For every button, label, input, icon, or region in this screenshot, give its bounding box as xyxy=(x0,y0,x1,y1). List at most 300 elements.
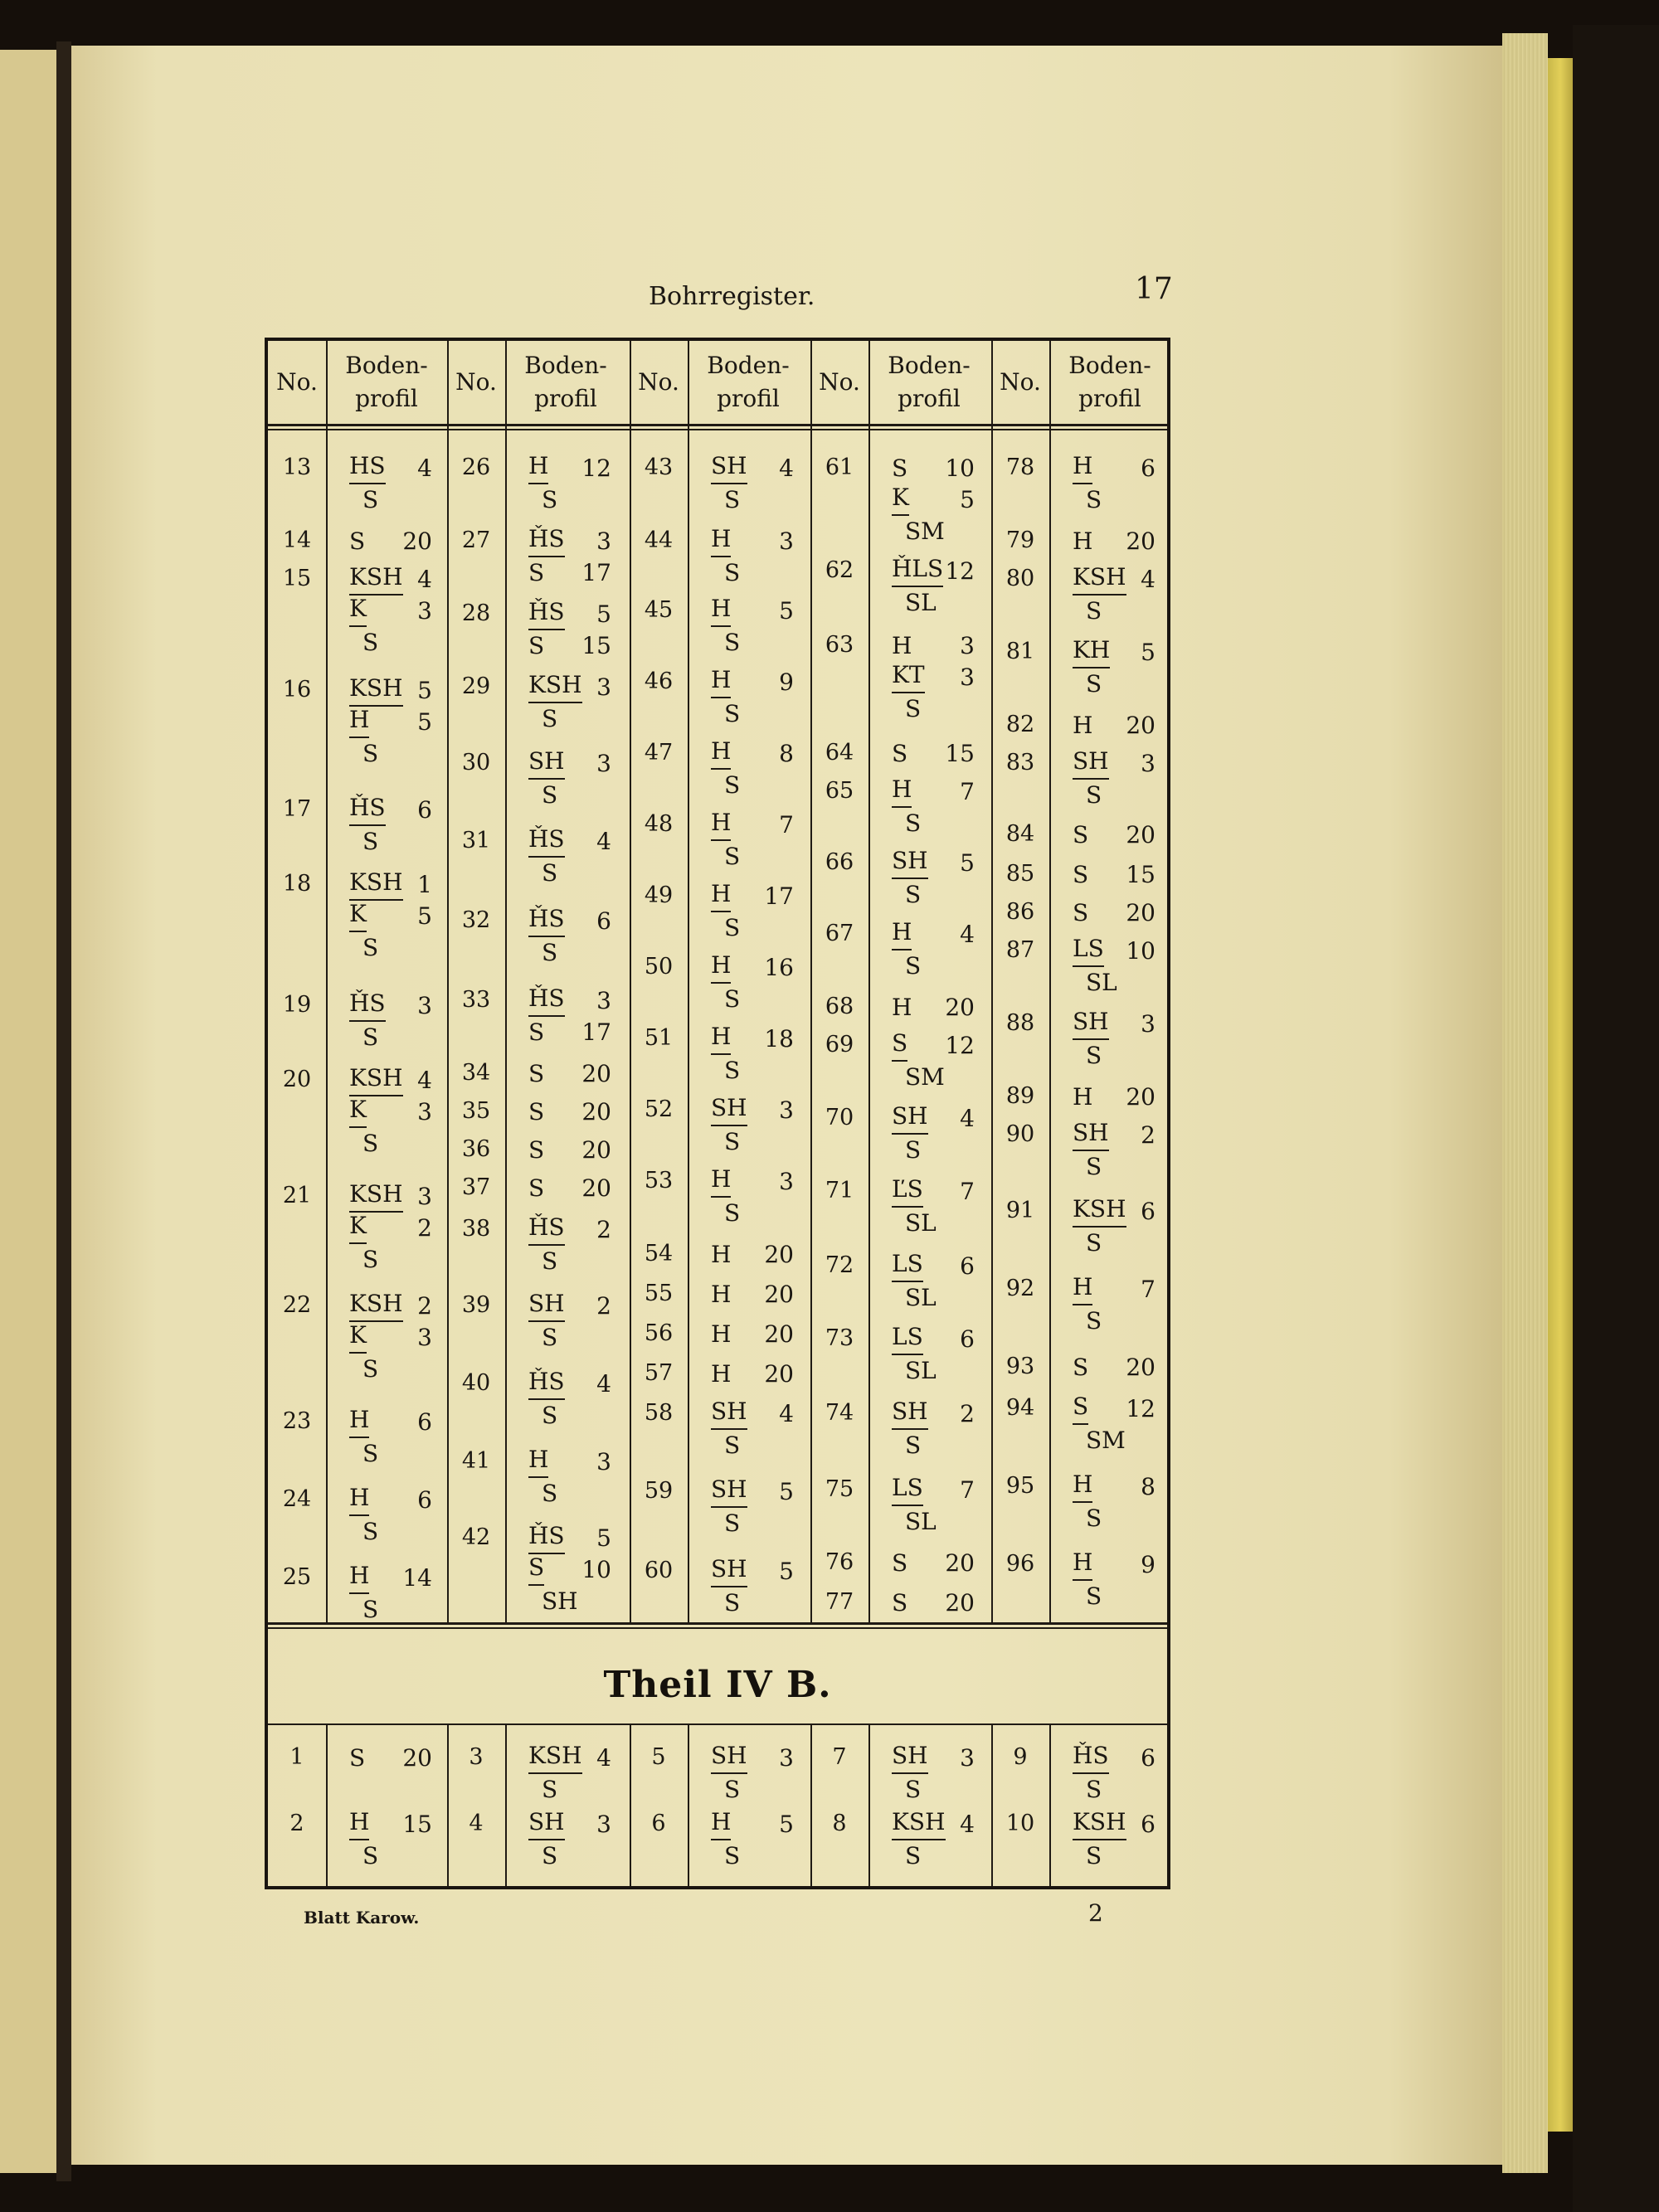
profil-line xyxy=(349,1743,432,1774)
soil-symbol: H xyxy=(349,707,369,738)
entry-number: 76 xyxy=(825,1549,854,1575)
soil-symbol: S xyxy=(892,1549,908,1577)
profil-line xyxy=(892,1587,975,1619)
layer-depth: 3 xyxy=(1141,750,1155,777)
layer-depth: 7 xyxy=(1141,1276,1155,1303)
layer-depth: 6 xyxy=(1141,1198,1155,1225)
bodenprofil-formula xyxy=(528,1135,611,1166)
soil-symbol: S xyxy=(528,632,545,659)
soil-symbol: ȞS xyxy=(349,990,386,1022)
entry-number: 26 xyxy=(461,455,491,480)
profil-line xyxy=(892,1475,975,1506)
soil-symbol: ȞS xyxy=(528,906,565,937)
entry-number: 66 xyxy=(825,849,854,875)
page-number: 17 xyxy=(1135,272,1173,306)
profil-line xyxy=(1073,1305,1155,1337)
layer-depth: 7 xyxy=(779,811,794,839)
layer-depth: 20 xyxy=(1126,821,1155,848)
profil-line xyxy=(892,992,975,1023)
soil-symbol: ȞS xyxy=(1073,1743,1109,1774)
entry-number: 81 xyxy=(1005,639,1035,664)
layer-depth: 3 xyxy=(596,750,611,777)
entry-number: 82 xyxy=(1005,712,1035,737)
soil-symbol: H xyxy=(1073,1549,1092,1581)
profil-line xyxy=(711,1095,794,1126)
soil-symbol: SH xyxy=(1073,1120,1109,1151)
profil-line xyxy=(1073,668,1155,700)
soil-symbol: S xyxy=(362,934,379,961)
bodenprofil-formula xyxy=(528,748,611,811)
bodenprofil-formula xyxy=(711,881,794,944)
profil-line xyxy=(349,1594,432,1626)
entry-number: 84 xyxy=(1005,821,1035,847)
profil-line xyxy=(711,1587,794,1619)
soil-symbol: H xyxy=(711,526,731,557)
bodenprofil-formula xyxy=(528,672,611,735)
profil-line xyxy=(711,667,794,698)
bodenprofil-formula xyxy=(1073,1809,1155,1872)
bodenprofil-formula xyxy=(711,1809,794,1872)
bodenprofil-formula xyxy=(711,1319,794,1350)
profil-line xyxy=(1073,1581,1155,1612)
entry-number: 3 xyxy=(469,1744,484,1770)
soil-symbol: S xyxy=(724,771,741,799)
entry-number: 2 xyxy=(289,1811,304,1836)
profil-line xyxy=(1073,1425,1155,1456)
soil-symbol: H xyxy=(711,809,731,841)
soil-symbol: H xyxy=(1073,712,1093,739)
soil-symbol: H xyxy=(349,1809,369,1840)
header-rule-2 xyxy=(268,429,1167,430)
soil-symbol: LS xyxy=(892,1475,923,1506)
entry-number: 62 xyxy=(825,557,854,583)
entry-number: 20 xyxy=(282,1067,312,1092)
entry-number: 61 xyxy=(825,455,854,480)
entry-number: 63 xyxy=(825,632,854,658)
soil-symbol: H xyxy=(711,1809,731,1840)
profil-line xyxy=(1073,967,1155,999)
bodenprofil-formula xyxy=(1073,1549,1155,1612)
bodenprofil-formula xyxy=(1073,1196,1155,1259)
soil-symbol: S xyxy=(905,1136,922,1164)
layer-depth: 5 xyxy=(779,1558,794,1585)
soil-symbol: S xyxy=(362,740,379,767)
layer-depth: 20 xyxy=(402,527,432,555)
entry-number: 64 xyxy=(825,740,854,766)
soil-symbol: ĽS xyxy=(892,1176,923,1208)
layer-depth: 20 xyxy=(581,1136,611,1164)
soil-symbol: S xyxy=(542,1247,558,1275)
profil-line xyxy=(349,901,432,932)
bodenprofil-formula xyxy=(349,675,432,770)
profil-line xyxy=(711,952,794,984)
profil-line xyxy=(528,1214,611,1246)
profil-line xyxy=(711,984,794,1015)
soil-symbol: S xyxy=(724,1589,741,1616)
header-rule xyxy=(268,424,1167,426)
entry-number: 28 xyxy=(461,600,491,626)
soil-symbol: H xyxy=(349,1407,369,1438)
profil-line xyxy=(892,630,975,662)
entry-number: 94 xyxy=(1005,1395,1035,1421)
soil-symbol: S xyxy=(362,1518,379,1545)
layer-depth: 3 xyxy=(596,527,611,555)
profil-line xyxy=(528,1246,611,1277)
soil-symbol: ȞS xyxy=(528,599,565,630)
entry-number: 70 xyxy=(825,1105,854,1130)
profil-line xyxy=(528,1478,611,1510)
profil-line xyxy=(349,1291,432,1322)
profil-line xyxy=(349,1181,432,1213)
entry-number: 51 xyxy=(644,1025,674,1051)
soil-symbol: S xyxy=(542,1842,558,1869)
profil-line xyxy=(528,1400,611,1432)
profil-line xyxy=(349,675,432,707)
bodenprofil-formula xyxy=(711,1279,794,1310)
layer-depth: 8 xyxy=(779,740,794,767)
soil-symbol: H xyxy=(892,632,912,659)
bodenprofil-formula xyxy=(528,453,611,516)
profil-line xyxy=(711,912,794,944)
entry-number: 69 xyxy=(825,1032,854,1057)
profil-line xyxy=(349,826,432,858)
profil-line xyxy=(349,1485,432,1516)
bodenprofil-formula xyxy=(892,630,975,725)
profil-line xyxy=(1073,897,1155,929)
layer-depth: 4 xyxy=(960,1105,975,1132)
entry-number: 59 xyxy=(644,1478,674,1504)
layer-depth: 20 xyxy=(764,1360,794,1388)
profil-line xyxy=(349,1096,432,1128)
layer-depth: 5 xyxy=(417,902,432,930)
profil-line xyxy=(892,919,975,950)
soil-symbol: S xyxy=(1073,821,1089,848)
profil-line xyxy=(892,1430,975,1461)
layer-depth: 6 xyxy=(960,1325,975,1353)
soil-symbol: S xyxy=(892,455,908,482)
entry-number: 83 xyxy=(1005,750,1035,775)
soil-symbol: S xyxy=(724,1510,741,1537)
soil-symbol: SM xyxy=(1086,1427,1126,1454)
bodenprofil-formula xyxy=(1073,1120,1155,1183)
bodenprofil-formula xyxy=(1073,564,1155,627)
bodenprofil-formula xyxy=(349,526,432,557)
layer-depth: 9 xyxy=(779,668,794,696)
profil-line xyxy=(711,1359,794,1390)
sheet-name: Blatt Karow. xyxy=(304,1908,420,1928)
header-bodenprofil: Boden- profil xyxy=(524,352,607,412)
soil-symbol: S xyxy=(1086,1307,1102,1334)
soil-symbol: S xyxy=(724,985,741,1013)
header-no: No. xyxy=(819,368,860,396)
soil-symbol: SH xyxy=(892,1398,928,1430)
entry-number: 39 xyxy=(461,1292,491,1318)
entry-number: 40 xyxy=(461,1370,491,1396)
layer-depth: 15 xyxy=(581,632,611,659)
bodenprofil-formula xyxy=(892,776,975,839)
profil-line xyxy=(1073,1549,1155,1581)
bodenprofil-formula xyxy=(1073,936,1155,999)
layer-depth: 2 xyxy=(1141,1121,1155,1149)
profil-line xyxy=(892,1030,975,1062)
soil-symbol: K xyxy=(349,596,367,627)
profil-line xyxy=(528,826,611,858)
entry-number: 73 xyxy=(825,1325,854,1351)
profil-line xyxy=(711,557,794,589)
entry-number: 4 xyxy=(469,1811,484,1836)
facing-page-edge xyxy=(0,50,56,2173)
profil-line xyxy=(1073,484,1155,516)
bodenprofil-formula xyxy=(349,1563,432,1626)
entry-number: 17 xyxy=(282,796,312,822)
soil-symbol: S xyxy=(542,1324,558,1351)
layer-depth: 10 xyxy=(581,1556,611,1583)
profil-line xyxy=(1073,1809,1155,1840)
bodenprofil-formula xyxy=(528,1058,611,1090)
bodenprofil-formula xyxy=(711,1023,794,1087)
column-rule-inner xyxy=(1049,341,1051,1622)
soil-symbol: H xyxy=(528,453,548,484)
layer-depth: 20 xyxy=(945,1549,975,1577)
soil-symbol: S xyxy=(542,859,558,887)
profil-line xyxy=(528,748,611,780)
soil-symbol: S xyxy=(528,1554,544,1586)
soil-symbol: S xyxy=(905,952,922,980)
layer-depth: 20 xyxy=(1126,527,1155,555)
soil-symbol: SM xyxy=(905,1063,945,1091)
layer-depth: 20 xyxy=(1126,1083,1155,1111)
layer-depth: 2 xyxy=(596,1216,611,1243)
soil-symbol: KSH xyxy=(349,1065,403,1096)
bodenprofil-formula xyxy=(711,453,794,516)
layer-depth: 3 xyxy=(779,1096,794,1124)
layer-depth: 17 xyxy=(764,882,794,910)
profil-line xyxy=(349,869,432,901)
bodenprofil-formula xyxy=(528,1369,611,1432)
page-block-edge xyxy=(1502,33,1548,2173)
profil-line xyxy=(711,1166,794,1198)
soil-symbol: S xyxy=(542,781,558,809)
soil-symbol: S xyxy=(724,1057,741,1084)
profil-line xyxy=(711,1319,794,1350)
profil-line xyxy=(892,1774,975,1806)
entry-number: 21 xyxy=(282,1183,312,1208)
column-rule-inner xyxy=(868,341,870,1622)
layer-depth: 3 xyxy=(960,1744,975,1772)
soil-symbol: H xyxy=(711,596,731,627)
bodenprofil-formula xyxy=(528,1173,611,1204)
profil-line xyxy=(711,1430,794,1461)
bodenprofil-formula xyxy=(349,1065,432,1159)
entry-number: 75 xyxy=(825,1476,854,1502)
bodenprofil-formula xyxy=(1073,897,1155,929)
layer-depth: 3 xyxy=(417,597,432,625)
profil-line xyxy=(349,1322,432,1354)
soil-symbol: S xyxy=(724,914,741,941)
profil-line xyxy=(711,1809,794,1840)
soil-symbol: KSH xyxy=(349,675,403,707)
bodenprofil-formula xyxy=(1073,859,1155,891)
layer-depth: 17 xyxy=(581,1018,611,1046)
header-bodenprofil: Boden- profil xyxy=(345,352,428,412)
soil-symbol: S xyxy=(1086,1042,1102,1069)
soil-symbol: SH xyxy=(1073,1009,1109,1040)
profil-line xyxy=(1073,1743,1155,1774)
entry-number: 54 xyxy=(644,1241,674,1266)
layer-depth: 3 xyxy=(596,1448,611,1475)
soil-symbol: ȞS xyxy=(528,1523,565,1554)
soil-symbol: SL xyxy=(905,1284,937,1311)
soil-symbol: S xyxy=(724,1842,741,1869)
layer-depth: 3 xyxy=(596,987,611,1014)
layer-depth: 9 xyxy=(1141,1551,1155,1578)
profil-line xyxy=(892,1840,975,1872)
entry-number: 46 xyxy=(644,668,674,694)
soil-symbol: KSH xyxy=(1073,564,1126,596)
entry-number: 48 xyxy=(644,811,674,837)
layer-depth: 3 xyxy=(779,1168,794,1195)
gilt-edge xyxy=(1548,58,1573,2132)
entry-number: 47 xyxy=(644,740,674,766)
profil-line xyxy=(892,776,975,808)
soil-symbol: SH xyxy=(711,1476,747,1508)
layer-depth: 20 xyxy=(581,1098,611,1125)
layer-depth: 5 xyxy=(960,849,975,877)
book-gutter xyxy=(56,41,71,2181)
soil-symbol: S xyxy=(362,486,379,513)
entry-number: 89 xyxy=(1005,1083,1035,1109)
soil-symbol: S xyxy=(528,1060,545,1087)
profil-line xyxy=(1073,1009,1155,1040)
soil-symbol: KSH xyxy=(1073,1196,1126,1228)
profil-line xyxy=(528,937,611,969)
bodenprofil-formula xyxy=(711,526,794,589)
entry-number: 44 xyxy=(644,527,674,553)
entry-number: 95 xyxy=(1005,1473,1035,1499)
bodenprofil-formula xyxy=(1073,453,1155,516)
profil-line xyxy=(892,848,975,879)
soil-symbol: S xyxy=(542,1776,558,1803)
entry-number: 36 xyxy=(461,1136,491,1162)
profil-line xyxy=(528,1446,611,1478)
profil-line xyxy=(892,484,975,516)
layer-depth: 4 xyxy=(417,566,432,593)
bodenprofil-formula xyxy=(1073,819,1155,851)
entry-number: 80 xyxy=(1005,566,1035,591)
entry-number: 65 xyxy=(825,778,854,804)
entry-number: 60 xyxy=(644,1558,674,1583)
soil-symbol: H xyxy=(711,1241,732,1268)
header-bodenprofil: Boden- profil xyxy=(888,352,971,412)
entry-number: 1 xyxy=(289,1744,304,1770)
bodenprofil-formula xyxy=(528,1291,611,1354)
bodenprofil-formula xyxy=(528,1809,611,1872)
profil-line xyxy=(711,484,794,516)
profil-line xyxy=(528,1017,611,1048)
layer-depth: 6 xyxy=(417,1408,432,1436)
column-rule-inner xyxy=(688,1723,689,1886)
soil-symbol: KSH xyxy=(528,672,582,703)
profil-line xyxy=(528,484,611,516)
soil-symbol: S xyxy=(362,1440,379,1467)
bodenprofil-formula xyxy=(1073,1009,1155,1072)
bodenprofil-formula xyxy=(349,795,432,858)
layer-depth: 2 xyxy=(960,1400,975,1427)
profil-line xyxy=(1073,780,1155,811)
soil-symbol: SH xyxy=(892,1103,928,1135)
layer-depth: 20 xyxy=(945,994,975,1021)
layer-depth: 3 xyxy=(417,1324,432,1351)
profil-line xyxy=(1073,1840,1155,1872)
entry-number: 15 xyxy=(282,566,312,591)
soil-symbol: S xyxy=(528,1018,545,1046)
profil-line xyxy=(528,906,611,937)
soil-symbol: S xyxy=(349,527,366,555)
soil-symbol: S xyxy=(724,1432,741,1459)
soil-symbol: H xyxy=(1073,453,1092,484)
column-rule-inner xyxy=(688,341,689,1622)
soil-symbol: S xyxy=(1086,597,1102,625)
profil-line xyxy=(892,1135,975,1166)
layer-depth: 15 xyxy=(945,740,975,767)
profil-line xyxy=(892,808,975,839)
soil-symbol: S xyxy=(1086,1582,1102,1610)
layer-depth: 5 xyxy=(417,708,432,736)
soil-symbol: S xyxy=(1086,1229,1102,1257)
soil-symbol: KSH xyxy=(349,869,403,901)
entry-number: 18 xyxy=(282,871,312,897)
profil-line xyxy=(892,1809,975,1840)
bodenprofil-formula xyxy=(892,1743,975,1806)
entry-number: 92 xyxy=(1005,1276,1035,1301)
bodenprofil-formula xyxy=(892,1475,975,1538)
bodenprofil-formula xyxy=(528,985,611,1048)
profil-line xyxy=(528,1173,611,1204)
profil-line xyxy=(711,738,794,770)
soil-symbol: SH xyxy=(528,748,565,780)
profil-line xyxy=(711,1055,794,1087)
soil-symbol: S xyxy=(349,1744,366,1772)
soil-symbol: SH xyxy=(892,1743,928,1774)
layer-depth: 4 xyxy=(596,1744,611,1772)
profil-line xyxy=(1073,1040,1155,1072)
entry-number: 56 xyxy=(644,1320,674,1346)
layer-depth: 4 xyxy=(779,455,794,482)
profil-line xyxy=(892,1062,975,1093)
soil-symbol: S xyxy=(724,1128,741,1155)
layer-depth: 5 xyxy=(960,486,975,513)
layer-depth: 3 xyxy=(417,1183,432,1210)
soil-symbol: SH xyxy=(711,1743,747,1774)
bodenprofil-formula xyxy=(1073,1082,1155,1113)
entry-number: 77 xyxy=(825,1589,854,1615)
profil-line xyxy=(892,1103,975,1135)
bodenprofil-formula xyxy=(349,1407,432,1470)
soil-symbol: K xyxy=(349,1322,367,1354)
profil-line xyxy=(711,1476,794,1508)
entry-number: 5 xyxy=(651,1744,666,1770)
header-no: No. xyxy=(1000,368,1041,396)
profil-line xyxy=(711,627,794,659)
profil-line xyxy=(528,858,611,889)
layer-depth: 5 xyxy=(596,600,611,628)
profil-line xyxy=(711,770,794,801)
soil-symbol: LS xyxy=(1073,936,1104,967)
profil-line xyxy=(711,1239,794,1271)
profil-line xyxy=(711,526,794,557)
bodenprofil-formula xyxy=(528,826,611,889)
entry-number: 90 xyxy=(1005,1121,1035,1147)
